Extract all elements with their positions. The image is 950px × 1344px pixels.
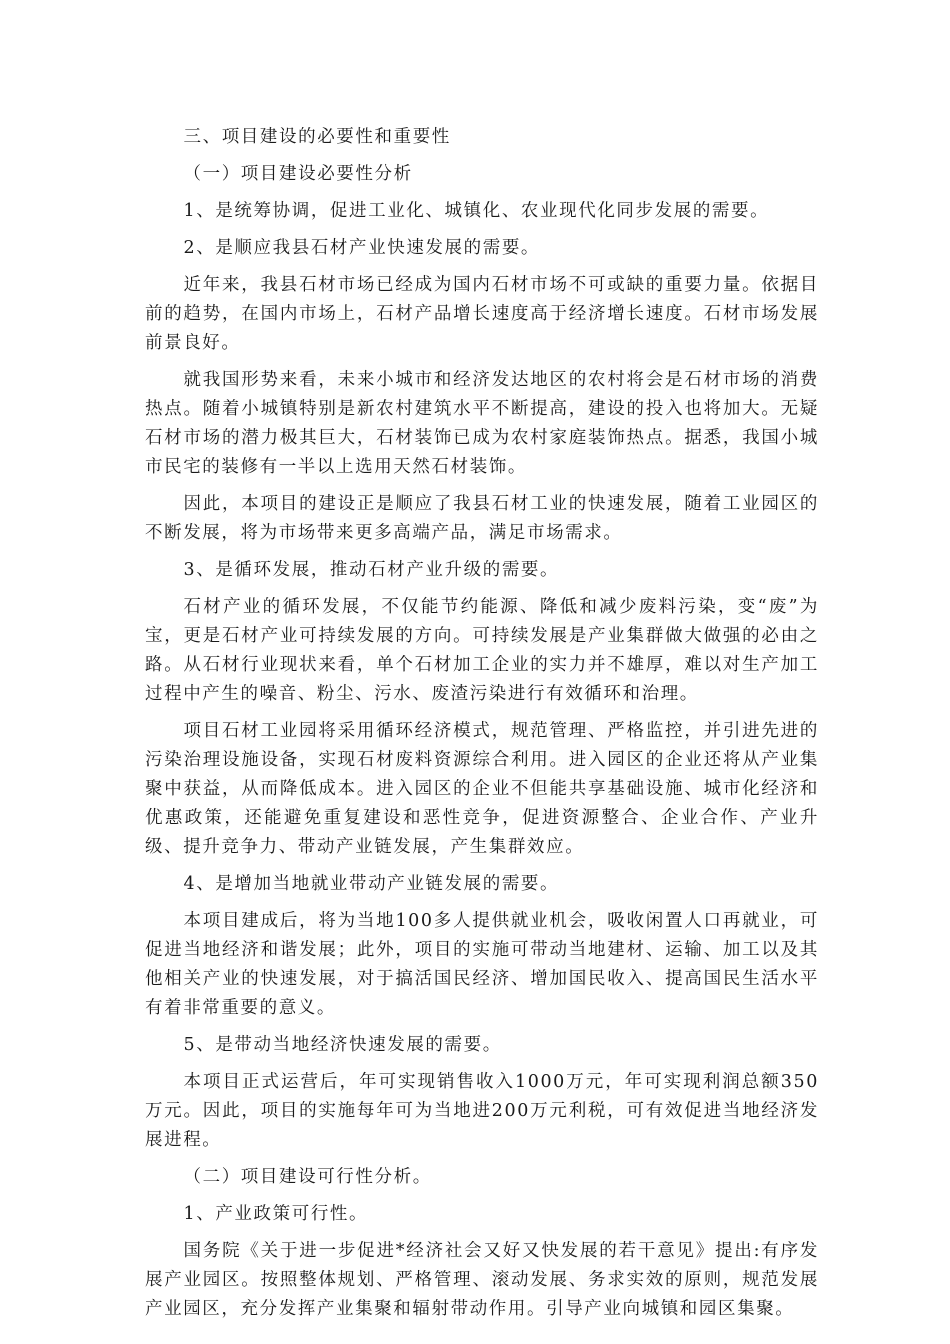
body-paragraph: 石材产业的循环发展，不仅能节约能源、降低和减少废料污染，变“废”为宝，更是石材产业可持续发展的方向。可持续发展是产业集群做大做强的必由之路。从石材行业现状来看，单个石材加工企业的实力并不雄厚，难以对生产加工过程中产生的噪音、粉尘、污水、废渣污染进行有效循环和治理。 [145, 597, 819, 704]
point-heading: 3、是循环发展，推动石材产业升级的需要。 [183, 560, 560, 580]
point-heading: 4、是增加当地就业带动产业链发展的需要。 [183, 874, 560, 894]
body-paragraph: 近年来，我县石材市场已经成为国内石材市场不可或缺的重要力量。依据目前的趋势，在国内市场上，石材产品增长速度高于经济增长速度。石材市场发展前景良好。 [145, 275, 819, 353]
document-body [145, 123, 819, 1332]
body-paragraph: 国务院《关于进一步促进*经济社会又好又快发展的若干意见》提出:有序发展产业园区。按照整体规划、严格管理、滚动发展、务求实效的原则，规范发展产业园区，充分发挥产业集聚和辐射带动作用。引导产业向城镇和园区集聚。 [145, 1241, 819, 1319]
section-heading: 三、项目建设的必要性和重要性 [183, 127, 451, 147]
point-heading: 1、是统筹协调，促进工业化、城镇化、农业现代化同步发展的需要。 [183, 201, 770, 221]
subsection-heading: （一）项目建设必要性分析 [183, 164, 413, 184]
body-paragraph: 因此，本项目的建设正是顺应了我县石材工业的快速发展，随着工业园区的不断发展，将为市场带来更多高端产品，满足市场需求。 [145, 494, 819, 543]
body-paragraph: 就我国形势来看，未来小城市和经济发达地区的农村将会是石材市场的消费热点。随着小城镇特别是新农村建筑水平不断提高，建设的投入也将加大。无疑石材市场的潜力极其巨大，石材装饰已成为农村家庭装饰热点。据悉，我国小城市民宅的装修有一半以上选用天然石材装饰。 [145, 370, 819, 477]
subsection-heading: （二）项目建设可行性分析。 [183, 1167, 432, 1187]
point-heading: 2、是顺应我县石材产业快速发展的需要。 [183, 238, 541, 258]
body-paragraph: 本项目建成后，将为当地100多人提供就业机会，吸收闲置人口再就业，可促进当地经济和谐发展；此外，项目的实施可带动当地建材、运输、加工以及其他相关产业的快速发展，对于搞活国民经济、增加国民收入、提高国民生活水平有着非常重要的意义。 [145, 911, 819, 1018]
point-heading: 5、是带动当地经济快速发展的需要。 [183, 1035, 502, 1055]
body-paragraph: 本项目正式运营后，年可实现销售收入1000万元，年可实现利润总额350万元。因此，项目的实施每年可为当地进200万元利税，可有效促进当地经济发展进程。 [145, 1072, 819, 1150]
point-heading: 1、产业政策可行性。 [183, 1204, 369, 1224]
body-paragraph: 项目石材工业园将采用循环经济模式，规范管理、严格监控，并引进先进的污染治理设施设备，实现石材废料资源综合利用。进入园区的企业还将从产业集聚中获益，从而降低成本。进入园区的企业不但能共享基础设施、城市化经济和优惠政策，还能避免重复建设和恶性竞争，促进资源整合、企业合作、产业升级、提升竞争力、带动产业链发展，产生集群效应。 [145, 721, 819, 857]
